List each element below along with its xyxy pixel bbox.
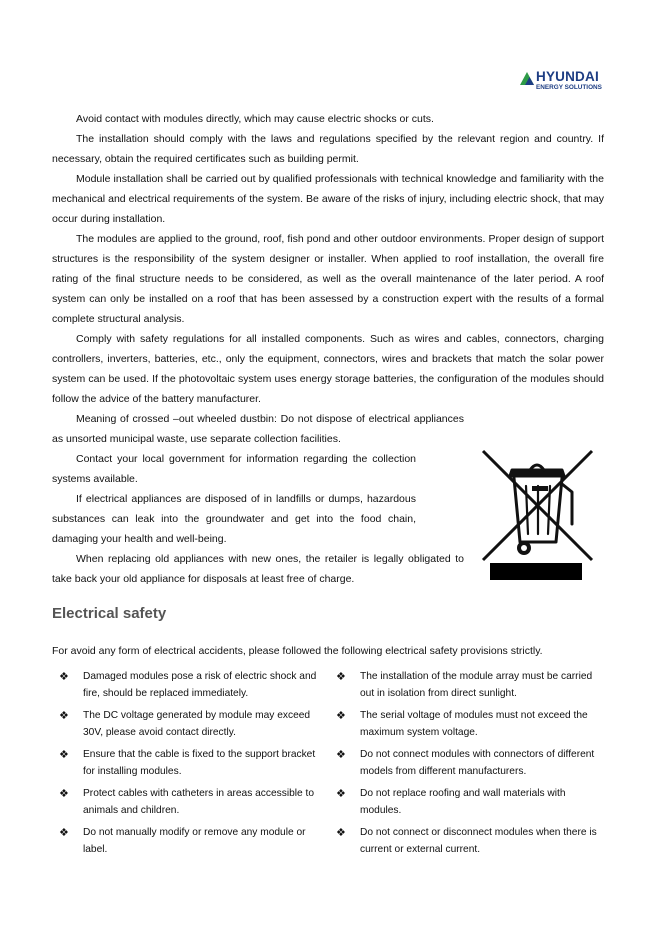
safety-list-left	[59, 668, 329, 863]
list-item-text: Do not manually modify or remove any module or label.	[83, 827, 306, 855]
paragraph-regulations: The installation should comply with the laws and regulations specified by the relevant region and country. If necessary, obtain the required certificates such as building permit.	[52, 133, 604, 165]
list-item	[336, 707, 606, 746]
diamond-bullet-icon: ❖	[336, 788, 346, 800]
paragraph-landfills: If electrical appliances are disposed of in landfills or dumps, hazardous substances can leak into the groundwater and get into the food chain, damaging your health and well-being.	[52, 493, 416, 545]
list-item	[336, 824, 606, 863]
safety-list-right	[336, 668, 606, 863]
diamond-bullet-icon: ❖	[336, 710, 346, 722]
logo-brand-text: HYUNDAI	[536, 69, 599, 84]
diamond-bullet-icon: ❖	[336, 749, 346, 761]
list-item-text: Ensure that the cable is fixed to the support bracket for installing modules.	[83, 749, 316, 777]
paragraph-local-government: Contact your local government for information regarding the collection systems available.	[52, 453, 416, 485]
diamond-bullet-icon: ❖	[59, 710, 69, 722]
list-item-text: Do not connect or disconnect modules when there is current or external current.	[360, 827, 597, 855]
list-item	[59, 785, 329, 824]
list-item	[336, 668, 606, 707]
diamond-bullet-icon: ❖	[336, 671, 346, 683]
section-title-electrical-safety: Electrical safety	[52, 605, 167, 622]
paragraph-qualified-professionals: Module installation shall be carried out by qualified professionals with technical knowledge and familiarity with the mechanical and electrical requirements of the system. Be aware of the risks of injury, including electric shock, that may occur during installation.	[52, 173, 604, 225]
hyundai-logo	[520, 70, 616, 94]
paragraph-retailer-takeback: When replacing old appliances with new ones, the retailer is legally obligated to take back your old appliance for disposals at least free of charge.	[52, 553, 464, 585]
diamond-bullet-icon: ❖	[59, 671, 69, 683]
list-item	[336, 785, 606, 824]
crossed-out-wheeled-bin-icon	[480, 446, 596, 582]
hyundai-triangle-icon	[520, 71, 534, 85]
list-item-text: Do not replace roofing and wall materials with modules.	[360, 788, 566, 816]
list-item-text: Damaged modules pose a risk of electric shock and fire, should be replaced immediately.	[83, 671, 317, 699]
diamond-bullet-icon: ❖	[59, 749, 69, 761]
list-item	[59, 707, 329, 746]
list-item-text: The serial voltage of modules must not exceed the maximum system voltage.	[360, 710, 588, 738]
paragraph-avoid-contact: Avoid contact with modules directly, which may cause electric shocks or cuts.	[76, 113, 434, 125]
electrical-safety-intro: For avoid any form of electrical accidents, please followed the following electrical safety provisions strictly.	[52, 645, 543, 657]
list-item-text: The DC voltage generated by module may exceed 30V, please avoid contact directly.	[83, 710, 311, 738]
list-item	[336, 746, 606, 785]
list-item	[59, 668, 329, 707]
diamond-bullet-icon: ❖	[59, 788, 69, 800]
list-item-text: The installation of the module array must be carried out in isolation from direct sunlight.	[360, 671, 593, 699]
list-item	[59, 746, 329, 785]
list-item-text: Do not connect modules with connectors of different models from different manufacturers.	[360, 749, 595, 777]
logo-subtext: ENERGY SOLUTIONS	[536, 84, 602, 91]
list-item-text: Protect cables with catheters in areas accessible to animals and children.	[83, 788, 315, 816]
list-item	[59, 824, 329, 863]
paragraph-safety-regulations: Comply with safety regulations for all installed components. Such as wires and cables, connectors, charging controllers, inverters, batteries, etc., only the equipment, connectors, wires and brackets that match the solar power system can be used. If the photovoltaic system uses energy storage batteries, the configuration of the modules should follow the advice of the battery manufacturer.	[52, 333, 604, 405]
diamond-bullet-icon: ❖	[59, 827, 69, 839]
paragraph-applications: The modules are applied to the ground, roof, fish pond and other outdoor environments. Proper design of support structures is the responsibility of the system designer or installer. When applied to roof installation, the overall fire rating of the final structure needs to be considered, as well as the overall maintenance of the later period. A roof system can only be installed on a roof that has been assessed by a construction expert with the results of a formal complete structural analysis.	[52, 233, 604, 325]
paragraph-dustbin-meaning: Meaning of crossed –out wheeled dustbin: Do not dispose of electrical appliances as unsorted municipal waste, use separate collection facilities.	[52, 413, 464, 445]
diamond-bullet-icon: ❖	[336, 827, 346, 839]
